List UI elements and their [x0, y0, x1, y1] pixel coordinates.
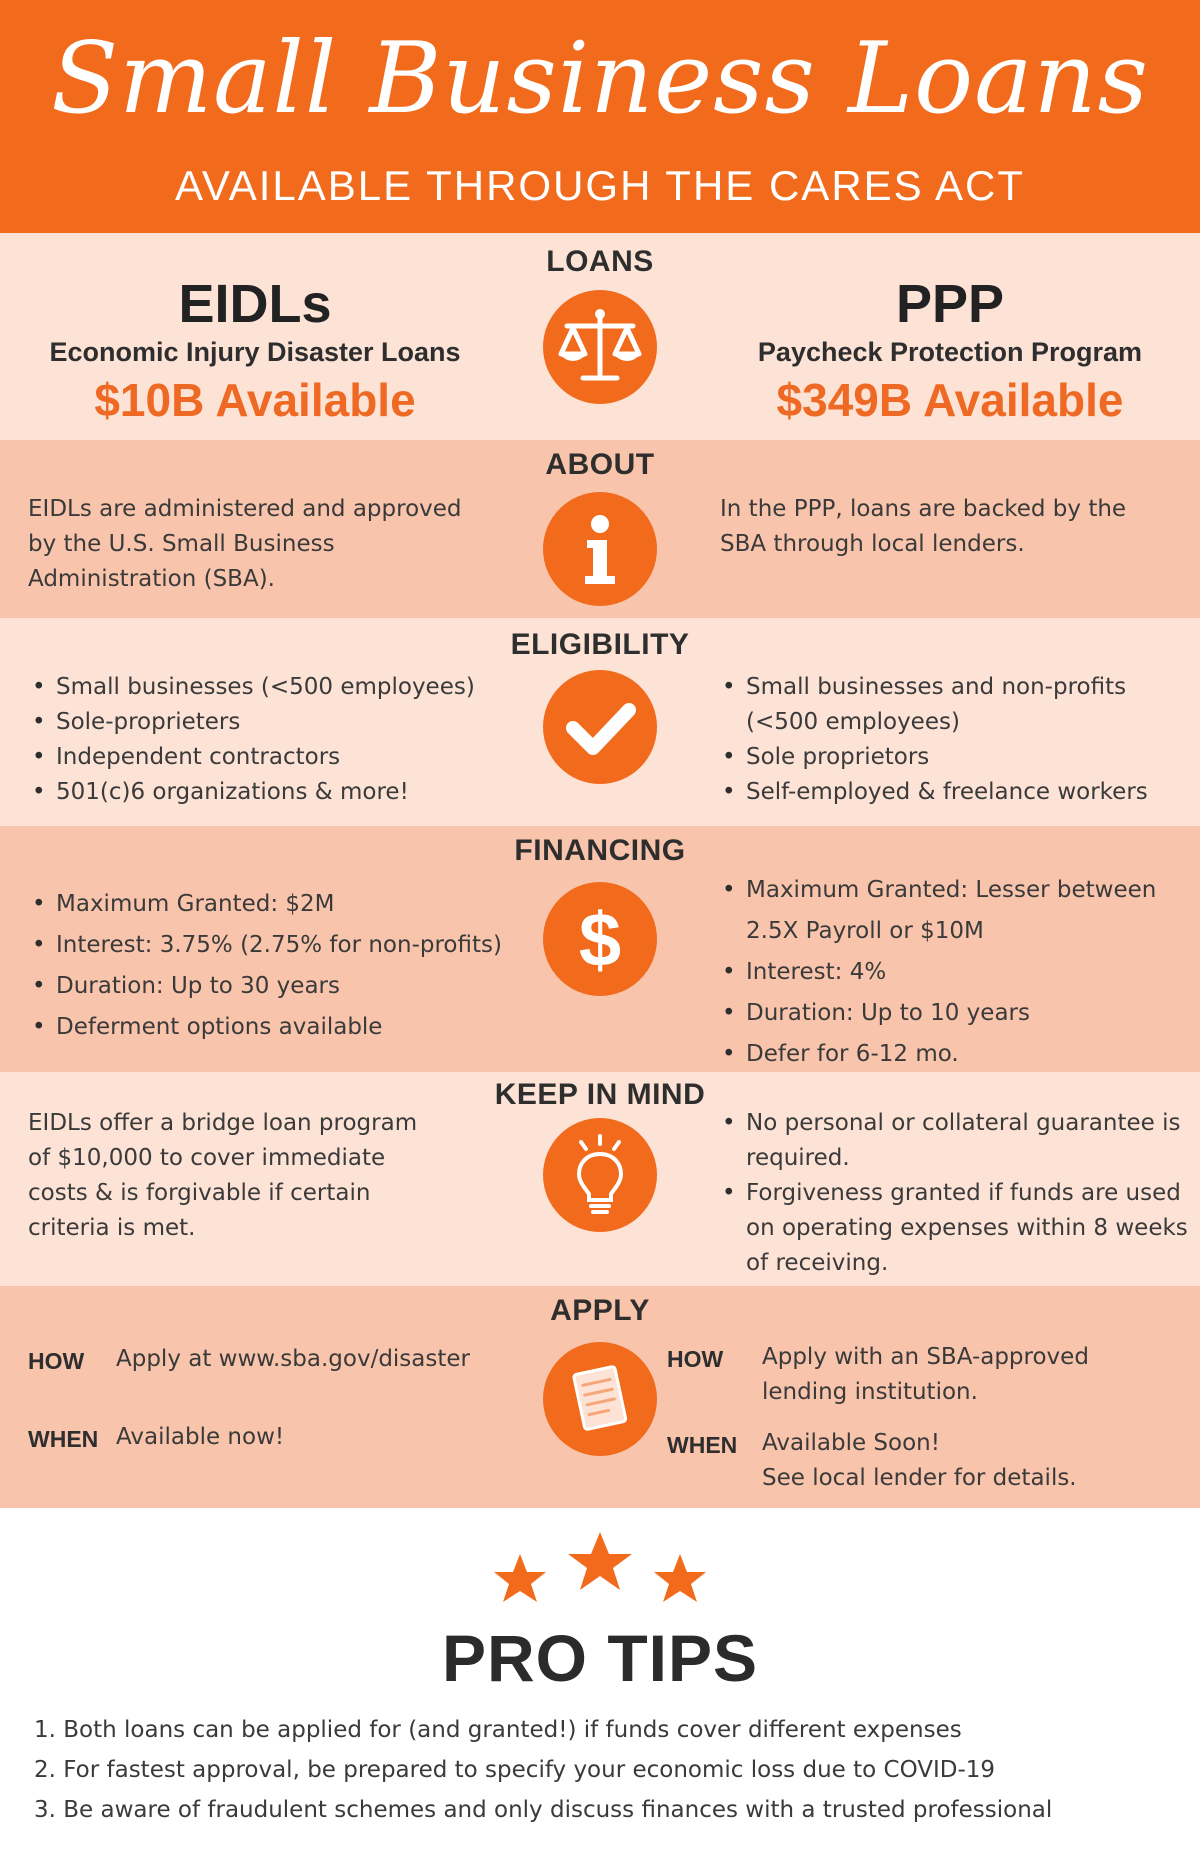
star-icon — [654, 1554, 706, 1602]
list-item: • Sole-proprieters — [28, 705, 528, 740]
ppp-when-text: Available Soon! See local lender for details. — [762, 1430, 1077, 1491]
list-item: • Interest: 4% — [718, 952, 1193, 993]
eidl-about-text: EIDLs are administered and approved by the U.S. Small Business Administration (SBA). — [28, 496, 462, 592]
ppp-about-text: In the PPP, loans are backed by the SBA through local lenders. — [720, 496, 1127, 557]
keep-in-mind-section-title: KEEP IN MIND — [494, 1078, 706, 1111]
header-banner — [0, 0, 1200, 233]
list-item: • Interest: 3.75% (2.75% for non-profits) — [28, 925, 548, 966]
checkmark-icon — [543, 670, 657, 784]
list-item: • Independent contractors — [28, 740, 528, 775]
star-icon — [494, 1554, 546, 1602]
financing-section — [0, 826, 1200, 1072]
ppp-amount: $349B Available — [776, 374, 1124, 426]
lightbulb-icon — [543, 1118, 657, 1232]
pro-tips-title: PRO TIPS — [441, 1621, 759, 1695]
list-item: • No personal or collateral guarantee is required. — [718, 1106, 1193, 1176]
ppp-how-text: Apply with an SBA-approved lending institution. — [762, 1344, 1089, 1405]
apply-section — [0, 1286, 1200, 1508]
ppp-when-label: WHEN — [667, 1432, 738, 1458]
stars-decoration — [480, 1526, 720, 1622]
pro-tips-list — [34, 1710, 1184, 1830]
list-item: • Small businesses and non-profits (<500 employees) — [718, 670, 1188, 740]
ppp-name: PPP — [895, 274, 1005, 334]
keep-in-mind-section — [0, 1072, 1200, 1286]
loans-section — [0, 233, 1200, 440]
ppp-full-name: Paycheck Protection Program — [757, 337, 1143, 367]
star-icon — [568, 1532, 632, 1590]
eligibility-section — [0, 618, 1200, 826]
list-item: 1. Both loans can be applied for (and granted!) if funds cover different expenses — [34, 1717, 962, 1743]
eidl-keep-in-mind-text: EIDLs offer a bridge loan program of $10,000 to cover immediate costs & is forgivable if certain criteria is met. — [28, 1110, 418, 1241]
list-item: • 501(c)6 organizations & more! — [28, 775, 528, 810]
ppp-how-label: HOW — [667, 1346, 724, 1372]
list-item: • Forgiveness granted if funds are used on operating expenses within 8 weeks of receiving. — [718, 1176, 1193, 1281]
eidl-full-name: Economic Injury Disaster Loans — [49, 337, 461, 367]
eidl-financing-list — [28, 884, 548, 1048]
eidl-name: EIDLs — [178, 274, 332, 334]
eligibility-section-title: ELIGIBILITY — [510, 628, 690, 661]
document-icon — [543, 1342, 657, 1456]
ppp-financing-list — [718, 870, 1193, 1075]
list-item: • Self-employed & freelance workers — [718, 775, 1188, 810]
eidl-how-text: Apply at www.sba.gov/disaster — [116, 1346, 470, 1372]
eidl-when-label: WHEN — [28, 1426, 99, 1452]
about-section — [0, 440, 1200, 618]
ppp-eligibility-list — [718, 670, 1188, 810]
svg-text:$: $ — [578, 898, 622, 983]
eidl-eligibility-list — [28, 670, 528, 810]
page-subtitle: AVAILABLE THROUGH THE CARES ACT — [174, 162, 1026, 209]
list-item: • Small businesses (<500 employees) — [28, 670, 528, 705]
eidl-when-text: Available now! — [116, 1424, 285, 1450]
list-item: 3. Be aware of fraudulent schemes and only discuss finances with a trusted professional — [34, 1797, 1053, 1823]
ppp-keep-in-mind-list — [718, 1106, 1193, 1281]
about-section-title: ABOUT — [545, 448, 655, 481]
dollar-icon — [543, 882, 657, 996]
info-icon — [543, 492, 657, 606]
list-item: • Sole proprietors — [718, 740, 1188, 775]
list-item: • Duration: Up to 30 years — [28, 966, 548, 1007]
apply-section-title: APPLY — [550, 1294, 650, 1327]
list-item: • Defer for 6-12 mo. — [718, 1034, 1193, 1075]
loans-section-title: LOANS — [546, 245, 654, 278]
financing-section-title: FINANCING — [514, 834, 686, 867]
page-title: Small Business Loans — [51, 22, 1149, 136]
list-item: • Duration: Up to 10 years — [718, 993, 1193, 1034]
list-item: 2. For fastest approval, be prepared to specify your economic loss due to COVID-19 — [34, 1757, 996, 1783]
scales-icon — [543, 290, 657, 404]
list-item: • Maximum Granted: Lesser between 2.5X Payroll or $10M — [718, 870, 1193, 952]
list-item: • Deferment options available — [28, 1007, 548, 1048]
eidl-how-label: HOW — [28, 1348, 85, 1374]
list-item: • Maximum Granted: $2M — [28, 884, 548, 925]
eidl-amount: $10B Available — [94, 374, 416, 426]
